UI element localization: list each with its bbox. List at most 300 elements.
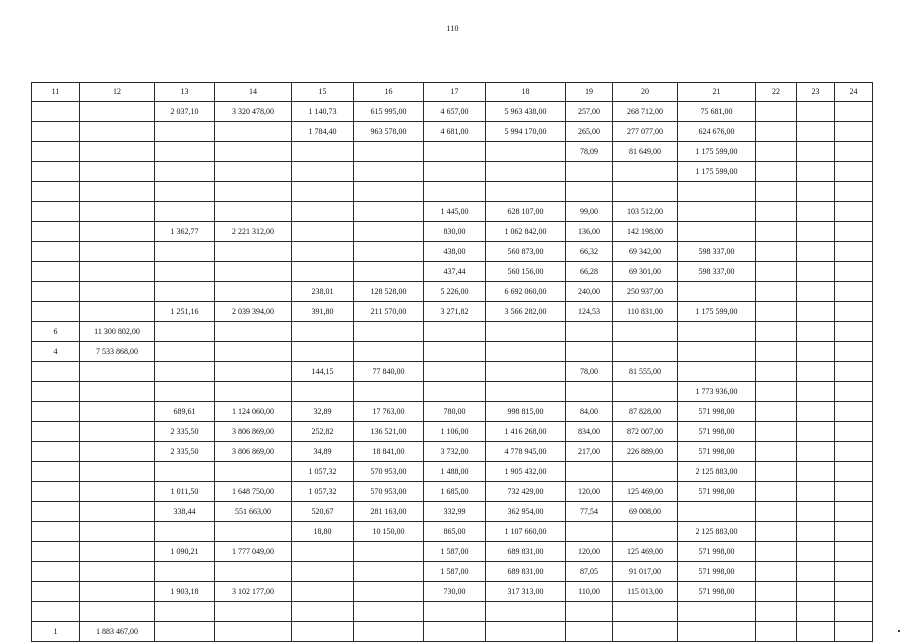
- table-cell: 732 429,00: [486, 482, 566, 502]
- table-cell: 103 512,00: [613, 202, 678, 222]
- table-cell: 125 469,00: [613, 482, 678, 502]
- table-cell: 66,28: [566, 262, 613, 282]
- table-cell: [835, 582, 873, 602]
- table-cell: [155, 182, 215, 202]
- table-cell: 1 587,00: [424, 542, 486, 562]
- table-cell: 2 037,10: [155, 102, 215, 122]
- table-cell: [32, 302, 80, 322]
- table-cell: [797, 342, 835, 362]
- table-cell: [797, 462, 835, 482]
- column-header: 23: [797, 83, 835, 102]
- table-cell: [797, 302, 835, 322]
- table-cell: 834,00: [566, 422, 613, 442]
- table-cell: [756, 422, 797, 442]
- table-cell: 1 175 599,00: [678, 142, 756, 162]
- table-cell: [797, 602, 835, 622]
- table-cell: 240,00: [566, 282, 613, 302]
- table-cell: 3 102 177,00: [215, 582, 292, 602]
- table-row: [32, 502, 873, 522]
- table-cell: 1 905 432,00: [486, 462, 566, 482]
- table-cell: [215, 202, 292, 222]
- table-cell: [155, 362, 215, 382]
- table-cell: [80, 562, 155, 582]
- table-cell: [566, 622, 613, 642]
- table-cell: 571 998,00: [678, 562, 756, 582]
- table-cell: [756, 362, 797, 382]
- table-cell: [756, 242, 797, 262]
- table-cell: [80, 122, 155, 142]
- table-cell: [678, 182, 756, 202]
- table-cell: [566, 342, 613, 362]
- table-cell: [835, 522, 873, 542]
- table-cell: 136 521,00: [354, 422, 424, 442]
- table-cell: 830,00: [424, 222, 486, 242]
- table-cell: 338,44: [155, 502, 215, 522]
- table-cell: 120,00: [566, 542, 613, 562]
- table-cell: [835, 502, 873, 522]
- table-cell: [678, 342, 756, 362]
- table-cell: [797, 382, 835, 402]
- table-cell: 963 578,00: [354, 122, 424, 142]
- table-cell: 317 313,00: [486, 582, 566, 602]
- table-cell: [354, 342, 424, 362]
- table-row: [32, 562, 873, 582]
- table-row: [32, 522, 873, 542]
- table-cell: [835, 622, 873, 642]
- table-cell: [797, 162, 835, 182]
- table-cell: 551 663,00: [215, 502, 292, 522]
- table-cell: [155, 322, 215, 342]
- table-cell: 571 998,00: [678, 402, 756, 422]
- table-cell: [566, 602, 613, 622]
- table-cell: [215, 462, 292, 482]
- scan-dot: [898, 630, 900, 632]
- table-cell: 32,89: [292, 402, 354, 422]
- table-cell: [292, 582, 354, 602]
- table-cell: [756, 602, 797, 622]
- table-cell: 689 831,00: [486, 542, 566, 562]
- table-cell: [32, 262, 80, 282]
- table-cell: 2 335,50: [155, 442, 215, 462]
- table-cell: [80, 602, 155, 622]
- table-cell: [486, 602, 566, 622]
- table-cell: 3 806 869,00: [215, 422, 292, 442]
- table-cell: [292, 182, 354, 202]
- table-cell: [797, 282, 835, 302]
- table-cell: [797, 402, 835, 422]
- table-cell: 1 362,77: [155, 222, 215, 242]
- table-cell: [756, 222, 797, 242]
- table-cell: [797, 542, 835, 562]
- table-cell: 3 271,82: [424, 302, 486, 322]
- table-cell: 1 488,00: [424, 462, 486, 482]
- table-cell: [155, 282, 215, 302]
- table-cell: [835, 382, 873, 402]
- table-cell: 6: [32, 322, 80, 342]
- table-row: [32, 242, 873, 262]
- table-cell: [486, 342, 566, 362]
- table-cell: [155, 382, 215, 402]
- table-cell: 144,15: [292, 362, 354, 382]
- table-cell: 362 954,00: [486, 502, 566, 522]
- table-cell: [292, 242, 354, 262]
- table-cell: 1 175 599,00: [678, 302, 756, 322]
- table-cell: [292, 142, 354, 162]
- table-cell: [354, 542, 424, 562]
- table-cell: 78,00: [566, 362, 613, 382]
- table-cell: [32, 402, 80, 422]
- table-cell: [797, 142, 835, 162]
- table-cell: 6 692 060,00: [486, 282, 566, 302]
- table-cell: [292, 222, 354, 242]
- table-cell: [756, 502, 797, 522]
- table-cell: [32, 242, 80, 262]
- table-cell: 5 226,00: [424, 282, 486, 302]
- table-cell: [32, 442, 80, 462]
- table-cell: [835, 182, 873, 202]
- table-cell: [32, 202, 80, 222]
- table-cell: [756, 342, 797, 362]
- table-cell: [486, 362, 566, 382]
- table-cell: [80, 522, 155, 542]
- table-cell: 128 528,00: [354, 282, 424, 302]
- table-cell: [797, 122, 835, 142]
- table-cell: [32, 422, 80, 442]
- table-cell: [797, 522, 835, 542]
- table-cell: 1 416 268,00: [486, 422, 566, 442]
- table-cell: [80, 442, 155, 462]
- table-cell: 78,09: [566, 142, 613, 162]
- table-cell: [756, 462, 797, 482]
- table-cell: [32, 522, 80, 542]
- table-cell: 257,00: [566, 102, 613, 122]
- table-cell: 110 831,00: [613, 302, 678, 322]
- table-cell: [566, 462, 613, 482]
- table-cell: 571 998,00: [678, 442, 756, 462]
- column-header: 22: [756, 83, 797, 102]
- table-cell: 570 953,00: [354, 482, 424, 502]
- table-cell: 560 873,00: [486, 242, 566, 262]
- table-cell: [32, 222, 80, 242]
- table-cell: [835, 222, 873, 242]
- table-cell: [80, 422, 155, 442]
- table-cell: [756, 122, 797, 142]
- table-cell: [354, 622, 424, 642]
- column-header: 21: [678, 83, 756, 102]
- table-cell: 560 156,00: [486, 262, 566, 282]
- table-cell: [756, 382, 797, 402]
- table-cell: [424, 342, 486, 362]
- table-cell: [354, 242, 424, 262]
- column-header: 24: [835, 83, 873, 102]
- table-cell: [155, 462, 215, 482]
- table-cell: 689 831,00: [486, 562, 566, 582]
- table-cell: [756, 562, 797, 582]
- table-row: [32, 322, 873, 342]
- table-cell: 34,89: [292, 442, 354, 462]
- table-cell: [354, 582, 424, 602]
- table-cell: [155, 522, 215, 542]
- table-cell: 250 937,00: [613, 282, 678, 302]
- table-row: [32, 142, 873, 162]
- table-cell: 66,32: [566, 242, 613, 262]
- table-cell: [566, 382, 613, 402]
- table-cell: [354, 562, 424, 582]
- table-cell: [797, 242, 835, 262]
- table-cell: [797, 222, 835, 242]
- table-row: [32, 442, 873, 462]
- table-cell: 571 998,00: [678, 542, 756, 562]
- table-cell: 872 007,00: [613, 422, 678, 442]
- table-cell: [835, 282, 873, 302]
- table-cell: [835, 242, 873, 262]
- table-cell: [80, 142, 155, 162]
- column-header: 11: [32, 83, 80, 102]
- table-cell: 136,00: [566, 222, 613, 242]
- table-cell: [756, 182, 797, 202]
- table-cell: [678, 222, 756, 242]
- table-cell: [215, 562, 292, 582]
- table-cell: [797, 502, 835, 522]
- table-row: [32, 362, 873, 382]
- table-cell: [756, 162, 797, 182]
- column-header: 20: [613, 83, 678, 102]
- table-cell: 730,00: [424, 582, 486, 602]
- table-cell: [215, 362, 292, 382]
- table-row: [32, 582, 873, 602]
- table-cell: [835, 542, 873, 562]
- table-cell: [797, 102, 835, 122]
- table-cell: [486, 162, 566, 182]
- table-cell: [354, 162, 424, 182]
- table-cell: 624 676,00: [678, 122, 756, 142]
- table-cell: [292, 262, 354, 282]
- table-cell: 1 090,21: [155, 542, 215, 562]
- table-cell: [80, 242, 155, 262]
- table-cell: 1 777 049,00: [215, 542, 292, 562]
- table-cell: 4 778 945,00: [486, 442, 566, 462]
- column-header: 19: [566, 83, 613, 102]
- table-cell: 689,61: [155, 402, 215, 422]
- table-cell: [613, 182, 678, 202]
- table-cell: [566, 182, 613, 202]
- table-row: [32, 282, 873, 302]
- table-row: [32, 602, 873, 622]
- table-cell: [80, 162, 155, 182]
- table-cell: [32, 482, 80, 502]
- table-cell: [486, 182, 566, 202]
- table-row: [32, 402, 873, 422]
- table-cell: [215, 522, 292, 542]
- table-cell: [354, 222, 424, 242]
- table-cell: [80, 582, 155, 602]
- table-cell: 1 251,16: [155, 302, 215, 322]
- table-cell: [797, 622, 835, 642]
- table-cell: 142 198,00: [613, 222, 678, 242]
- table-cell: 1 057,32: [292, 482, 354, 502]
- table-cell: 1 685,00: [424, 482, 486, 502]
- table-cell: 615 995,00: [354, 102, 424, 122]
- table-cell: [486, 142, 566, 162]
- table-cell: [32, 182, 80, 202]
- table-cell: 520,67: [292, 502, 354, 522]
- table-cell: [613, 602, 678, 622]
- table-cell: 3 320 478,00: [215, 102, 292, 122]
- table-cell: 1 784,40: [292, 122, 354, 142]
- table-cell: [155, 262, 215, 282]
- table-cell: 77 840,00: [354, 362, 424, 382]
- table-cell: 265,00: [566, 122, 613, 142]
- table-cell: [292, 562, 354, 582]
- table-cell: [756, 442, 797, 462]
- table-cell: 1 883 467,00: [80, 622, 155, 642]
- table-row: [32, 162, 873, 182]
- table-cell: 2 039 394,00: [215, 302, 292, 322]
- table-cell: [354, 202, 424, 222]
- table-cell: 1 140,73: [292, 102, 354, 122]
- table-cell: [797, 422, 835, 442]
- table-cell: [486, 322, 566, 342]
- table-cell: 598 337,00: [678, 242, 756, 262]
- table-cell: 69 342,00: [613, 242, 678, 262]
- table-row: [32, 262, 873, 282]
- table-cell: [678, 322, 756, 342]
- table-cell: [756, 402, 797, 422]
- table-cell: [797, 562, 835, 582]
- table-cell: [678, 502, 756, 522]
- table-cell: [354, 382, 424, 402]
- table-cell: [215, 262, 292, 282]
- table-cell: 2 335,50: [155, 422, 215, 442]
- table-cell: 4 681,00: [424, 122, 486, 142]
- table-cell: [756, 282, 797, 302]
- table-cell: [566, 522, 613, 542]
- table-cell: 238,01: [292, 282, 354, 302]
- table-cell: 1 062 842,00: [486, 222, 566, 242]
- table-cell: [797, 442, 835, 462]
- column-header: 18: [486, 83, 566, 102]
- table-row: [32, 622, 873, 642]
- table-cell: [155, 202, 215, 222]
- table-cell: [835, 602, 873, 622]
- data-table: [31, 82, 873, 642]
- table-cell: [756, 322, 797, 342]
- table-body: [32, 102, 873, 642]
- table-cell: [80, 382, 155, 402]
- table-cell: [613, 342, 678, 362]
- table-cell: 5 963 438,00: [486, 102, 566, 122]
- table-cell: [80, 182, 155, 202]
- table-cell: [756, 102, 797, 122]
- table-cell: [424, 362, 486, 382]
- table-cell: [292, 622, 354, 642]
- table-cell: [80, 222, 155, 242]
- table-cell: 1 648 750,00: [215, 482, 292, 502]
- table-cell: [292, 602, 354, 622]
- table-row: [32, 382, 873, 402]
- table-cell: [613, 462, 678, 482]
- table-cell: [32, 162, 80, 182]
- table-cell: [32, 382, 80, 402]
- table-cell: [835, 202, 873, 222]
- table-cell: 18,80: [292, 522, 354, 542]
- table-cell: 1 124 060,00: [215, 402, 292, 422]
- table-cell: [835, 442, 873, 462]
- table-cell: [756, 542, 797, 562]
- table-cell: [32, 122, 80, 142]
- table-cell: 10 150,00: [354, 522, 424, 542]
- table-cell: 1 011,50: [155, 482, 215, 502]
- column-header: 15: [292, 83, 354, 102]
- table-cell: [424, 622, 486, 642]
- table-cell: 998 815,00: [486, 402, 566, 422]
- table-row: [32, 542, 873, 562]
- table-cell: [756, 482, 797, 502]
- table-cell: [835, 322, 873, 342]
- table-cell: [835, 402, 873, 422]
- table-cell: 1: [32, 622, 80, 642]
- table-cell: [424, 602, 486, 622]
- table-cell: [424, 162, 486, 182]
- table-cell: 571 998,00: [678, 582, 756, 602]
- table-cell: [756, 142, 797, 162]
- table-cell: [155, 142, 215, 162]
- table-cell: 332,99: [424, 502, 486, 522]
- table-cell: 115 013,00: [613, 582, 678, 602]
- table-cell: 84,00: [566, 402, 613, 422]
- table-cell: [756, 262, 797, 282]
- table-cell: [797, 362, 835, 382]
- table-cell: [32, 462, 80, 482]
- table-cell: [835, 422, 873, 442]
- table-row: [32, 422, 873, 442]
- table-cell: [797, 182, 835, 202]
- table-cell: 99,00: [566, 202, 613, 222]
- table-cell: [756, 582, 797, 602]
- table-cell: 75 681,00: [678, 102, 756, 122]
- table-cell: [354, 142, 424, 162]
- table-cell: [486, 382, 566, 402]
- table-cell: [797, 582, 835, 602]
- table-cell: 571 998,00: [678, 422, 756, 442]
- table-cell: [835, 102, 873, 122]
- table-row: [32, 122, 873, 142]
- table-cell: 4: [32, 342, 80, 362]
- table-cell: 598 337,00: [678, 262, 756, 282]
- table-cell: [80, 202, 155, 222]
- table-cell: 1 057,32: [292, 462, 354, 482]
- table-row: [32, 202, 873, 222]
- table-cell: [155, 342, 215, 362]
- table-cell: [613, 522, 678, 542]
- table-cell: [32, 502, 80, 522]
- table-cell: [80, 462, 155, 482]
- table-cell: 120,00: [566, 482, 613, 502]
- table-cell: 571 998,00: [678, 482, 756, 502]
- table-cell: 437,44: [424, 262, 486, 282]
- table-cell: [354, 182, 424, 202]
- table-row: [32, 342, 873, 362]
- table-cell: [32, 562, 80, 582]
- table-cell: 125 469,00: [613, 542, 678, 562]
- table-cell: [292, 342, 354, 362]
- table-cell: [354, 602, 424, 622]
- table-cell: 570 953,00: [354, 462, 424, 482]
- table-cell: [80, 362, 155, 382]
- table-cell: [215, 602, 292, 622]
- table-cell: [424, 322, 486, 342]
- table-cell: [354, 262, 424, 282]
